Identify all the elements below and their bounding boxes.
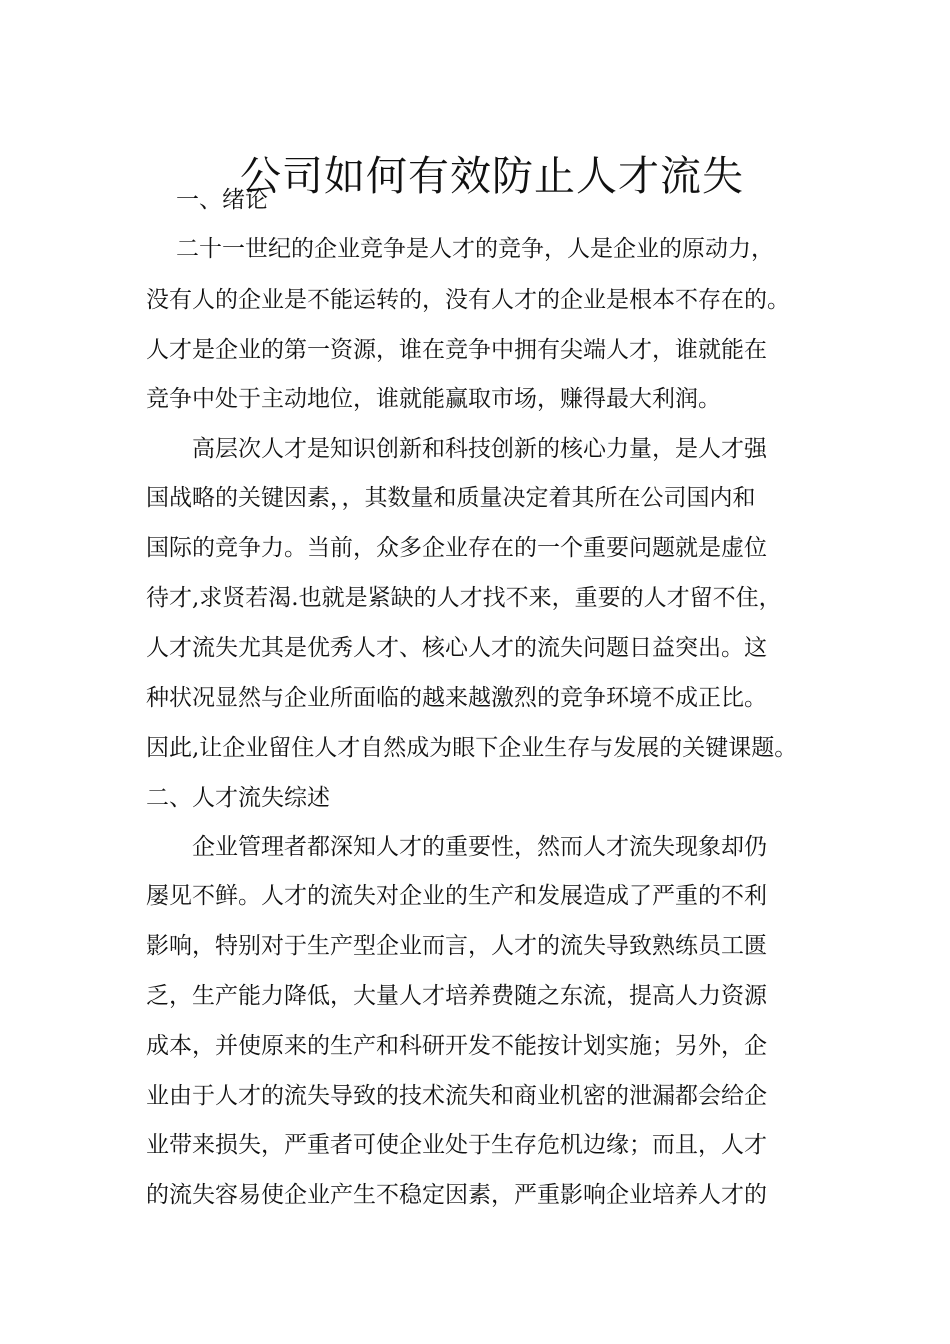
- paragraph-line: 成本，并使原来的生产和科研开发不能按计划实施；另外，企: [146, 1033, 767, 1059]
- paragraph-line: 高层次人才是知识创新和科技创新的核心力量，是人才强: [192, 436, 767, 462]
- paragraph-line: 的流失容易使企业产生不稳定因素，严重影响企业培养人才的: [146, 1182, 767, 1208]
- section-heading-introduction: 一、绪论: [176, 187, 268, 213]
- paragraph-line: 乏，生产能力降低，大量人才培养费随之东流，提高人力资源: [146, 983, 767, 1009]
- paragraph-line: 屡见不鲜。人才的流失对企业的生产和发展造成了严重的不利: [146, 883, 767, 909]
- document-title: 公司如何有效防止人才流失: [240, 152, 744, 201]
- paragraph-line: 没有人的企业是不能运转的，没有人才的企业是根本不存在的。: [146, 287, 790, 313]
- paragraph-line: 人才是企业的第一资源，谁在竞争中拥有尖端人才，谁就能在: [146, 337, 767, 363]
- paragraph-line: 业由于人才的流失导致的技术流失和商业机密的泄漏都会给企: [146, 1083, 767, 1109]
- paragraph-line: 国际的竞争力。当前，众多企业存在的一个重要问题就是虚位: [146, 535, 767, 561]
- paragraph-line: 人才流失尤其是优秀人才、核心人才的流失问题日益突出。这: [146, 635, 767, 661]
- paragraph-line: 影响，特别对于生产型企业而言，人才的流失导致熟练员工匮: [146, 933, 767, 959]
- paragraph-line: 因此,让企业留住人才自然成为眼下企业生存与发展的关键课题。: [146, 735, 798, 761]
- paragraph-line: 待才,求贤若渴.也就是紧缺的人才找不来，重要的人才留不住，: [146, 585, 782, 611]
- paragraph-line: 国战略的关键因素，，其数量和质量决定着其所在公司国内和: [146, 485, 756, 511]
- section-heading-talent-loss: 二、人才流失综述: [146, 785, 330, 811]
- paragraph-line: 二十一世纪的企业竞争是人才的竞争，人是企业的原动力，: [176, 236, 774, 262]
- paragraph-line: 种状况显然与企业所面临的越来越激烈的竞争环境不成正比。: [146, 685, 767, 711]
- paragraph-line: 业带来损失，严重者可使企业处于生存危机边缘；而且，人才: [146, 1132, 767, 1158]
- paragraph-line: 竞争中处于主动地位，谁就能赢取市场，赚得最大利润。: [146, 386, 721, 412]
- paragraph-line: 企业管理者都深知人才的重要性，然而人才流失现象却仍: [192, 834, 767, 860]
